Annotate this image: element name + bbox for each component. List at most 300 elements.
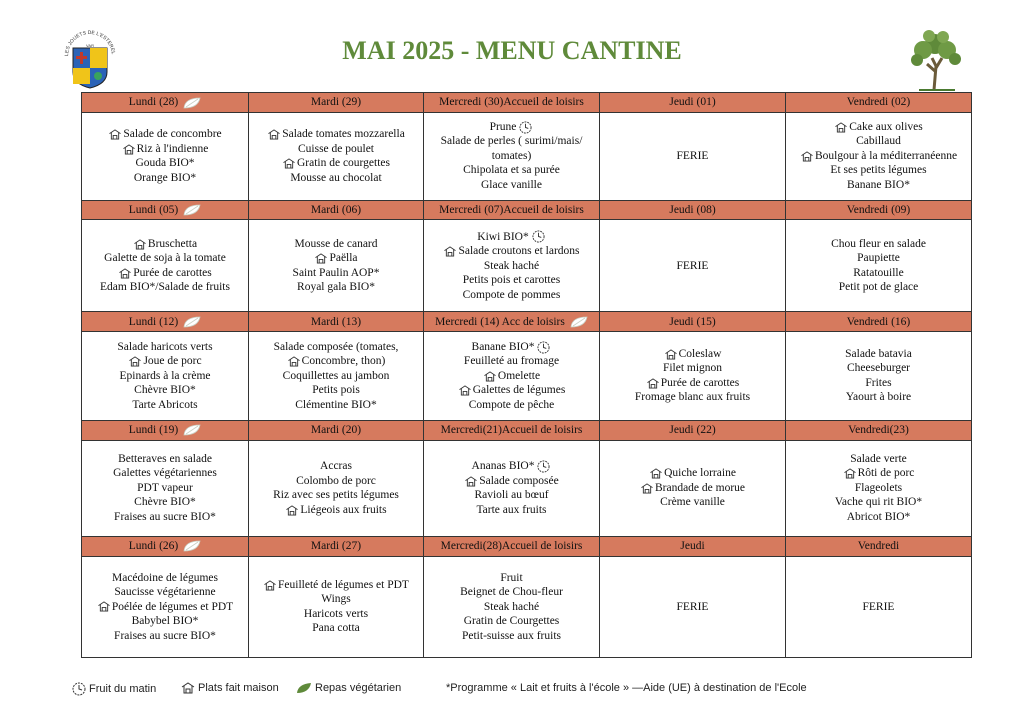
menu-item [249, 156, 423, 171]
menu-item-text: Salade verte [850, 452, 907, 465]
menu-item [786, 134, 971, 149]
day-header-label: Vendredi(23) [848, 424, 909, 437]
menu-item-text: Salade composée (tomates, [273, 340, 399, 353]
menu-item-text: Riz à l'indienne [136, 142, 209, 155]
menu-item [424, 369, 599, 384]
day-header-label: Mardi (06) [310, 203, 362, 216]
menu-item [786, 251, 971, 266]
day-menu-cell [600, 112, 786, 200]
menu-item-text: Clémentine BIO* [295, 398, 377, 411]
menu-item [249, 488, 423, 503]
menu-item-text: Prune [489, 120, 517, 133]
menu-item-text: Flageolets [854, 481, 903, 494]
menu-item-text: Chipolata et sa purée [463, 164, 560, 177]
day-menu-cell [82, 332, 249, 421]
menu-item-text: FERIE [676, 149, 709, 162]
menu-item-text: Bruschetta [147, 237, 198, 250]
menu-item [249, 142, 423, 157]
menu-item [786, 149, 971, 164]
menu-item [786, 178, 971, 193]
menu-item [600, 495, 785, 510]
menu-item [82, 466, 248, 481]
menu-item [424, 459, 599, 474]
menu-item-text: Ananas BIO* [471, 460, 535, 473]
menu-item-text: Gouda BIO* [135, 157, 195, 170]
menu-item-text: Steak haché [483, 259, 540, 272]
menu-item [786, 600, 971, 615]
clock-icon [72, 682, 86, 696]
day-header [600, 200, 786, 220]
chef-hat-icon [483, 371, 497, 382]
week-menu-row [82, 440, 972, 536]
menu-item-text: Steak haché [483, 600, 540, 613]
day-header-label: Lundi (26) [128, 540, 179, 552]
day-header-label: Mercredi(28)Accueil de loisirs [440, 540, 583, 553]
chef-hat-icon [285, 505, 299, 516]
leaf-icon [183, 540, 201, 552]
menu-item-text: Mousse au chocolat [290, 171, 382, 184]
day-header [600, 93, 786, 113]
menu-item [600, 376, 785, 391]
day-header [82, 200, 249, 220]
chef-hat-icon [800, 151, 814, 162]
menu-item [424, 585, 599, 600]
day-menu-cell [424, 556, 600, 657]
day-menu-cell [82, 440, 249, 536]
menu-item-text: Saint Paulin AOP* [292, 266, 380, 279]
menu-item-text: Purée de carottes [133, 266, 212, 279]
legend-fruit [72, 682, 156, 696]
menu-item [424, 340, 599, 355]
day-header-label: Lundi (05) [128, 203, 179, 216]
day-header [424, 312, 600, 332]
day-menu-cell [82, 556, 249, 657]
menu-item-text: Salade de perles ( surimi/mais/ [440, 135, 583, 148]
menu-item-text: Gratin de courgettes [296, 157, 391, 170]
day-header [82, 536, 249, 556]
menu-item-text: Omelette [497, 369, 541, 382]
day-header-label: Jeudi (01) [669, 96, 716, 109]
day-header-label: Mardi (27) [310, 540, 362, 553]
menu-item [424, 383, 599, 398]
day-header [786, 312, 972, 332]
menu-item-text: Galettes de légumes [472, 384, 566, 397]
menu-item [424, 244, 599, 259]
chef-hat-icon [282, 158, 296, 169]
menu-item-text: Quiche lorraine [664, 467, 736, 480]
menu-item [786, 390, 971, 405]
menu-item-text: Colombo de porc [296, 474, 376, 487]
day-header-label: Lundi (28) [128, 96, 179, 109]
clock-icon [537, 460, 550, 473]
legend-homemade-label: Plats fait maison [198, 682, 279, 694]
menu-item [786, 481, 971, 496]
menu-item [786, 347, 971, 362]
menu-item [82, 266, 248, 281]
menu-item-text: FERIE [676, 600, 709, 613]
menu-item [424, 600, 599, 615]
menu-item-text: Haricots verts [303, 607, 369, 620]
menu-item-text: Coleslaw [678, 347, 722, 360]
menu-item [249, 398, 423, 413]
menu-item [424, 629, 599, 644]
week-header-row [82, 200, 972, 220]
menu-item-text: Brandade de morue [654, 481, 746, 494]
menu-item [82, 383, 248, 398]
menu-item-text: Compote de pommes [462, 288, 561, 301]
clock-icon [532, 230, 545, 243]
menu-item-text: Feuilleté de légumes et PDT [278, 578, 409, 591]
day-menu-cell [424, 112, 600, 200]
menu-item-text: Liégeois aux fruits [300, 503, 387, 516]
menu-item-text: Coquillettes au jambon [282, 369, 390, 382]
menu-item [424, 614, 599, 629]
menu-item-text: Paupiette [857, 252, 900, 265]
menu-item [249, 340, 423, 355]
leaf-icon [183, 204, 201, 216]
menu-item [82, 354, 248, 369]
menu-item-text: Cuisse de poulet [297, 142, 375, 155]
menu-item [249, 592, 423, 607]
menu-item [82, 127, 248, 142]
day-menu-cell [249, 440, 424, 536]
menu-item-text: Babybel BIO* [131, 615, 199, 628]
menu-item-text: Salade croutons et lardons [458, 245, 580, 258]
chef-hat-icon [664, 349, 678, 360]
day-header [786, 93, 972, 113]
menu-item [424, 134, 599, 149]
chef-hat-icon [443, 246, 457, 257]
menu-item [82, 585, 248, 600]
legend-fruit-label: Fruit du matin [89, 682, 157, 695]
day-menu-cell [249, 220, 424, 312]
day-menu-cell [786, 332, 972, 421]
day-header-label: Jeudi [680, 540, 705, 553]
day-header-label: Vendredi (16) [846, 315, 911, 328]
menu-item-text: Petit-suisse aux fruits [461, 629, 562, 642]
menu-item-text: Chèvre BIO* [134, 496, 196, 509]
menu-item-text: Crème vanille [660, 496, 725, 509]
chef-hat-icon [843, 468, 857, 479]
day-header-label: Vendredi (02) [846, 96, 911, 109]
menu-item-text: Kiwi BIO* [477, 230, 529, 243]
menu-item-text: Ratatouille [853, 266, 904, 279]
leaf-icon [183, 97, 201, 109]
day-header [424, 93, 600, 113]
day-header-label: Mardi (13) [310, 315, 362, 328]
day-menu-cell [600, 332, 786, 421]
menu-item [249, 237, 423, 252]
menu-item [786, 495, 971, 510]
day-header-label: Mercredi (07)Accueil de loisirs [439, 203, 584, 216]
leaf-icon [296, 682, 312, 694]
day-header [82, 312, 249, 332]
chef-hat-icon [287, 356, 301, 367]
day-menu-cell [424, 220, 600, 312]
menu-item-text: Galettes végétariennes [113, 467, 217, 480]
menu-item [249, 607, 423, 622]
day-header-label: Mardi (20) [310, 424, 362, 437]
menu-item [82, 600, 248, 615]
day-header [600, 420, 786, 440]
menu-item-text: Vache qui rit BIO* [834, 496, 923, 509]
school-logo [60, 30, 120, 90]
menu-item [424, 149, 599, 164]
menu-item-text: Concombre, thon) [301, 355, 386, 368]
menu-item-text: Et ses petits légumes [830, 164, 927, 177]
menu-item-text: Chou fleur en salade [831, 237, 926, 250]
legend-veg-label: Repas végétarien [315, 682, 402, 694]
day-header [249, 536, 424, 556]
week-header-row [82, 312, 972, 332]
menu-item [600, 259, 785, 274]
menu-item [600, 390, 785, 405]
menu-item-text: Salade de concombre [123, 128, 222, 141]
menu-item [82, 340, 248, 355]
menu-item-text: Ravioli au bœuf [474, 489, 549, 502]
menu-item-text: Betteraves en salade [118, 452, 212, 465]
menu-item-text: Fraises au sucre BIO* [114, 510, 216, 523]
menu-item [424, 163, 599, 178]
day-menu-cell [424, 332, 600, 421]
day-header [82, 93, 249, 113]
chef-hat-icon [118, 268, 132, 279]
logo-subtext: VAR [86, 43, 94, 48]
chef-hat-icon [263, 580, 277, 591]
menu-item [249, 171, 423, 186]
day-header [249, 93, 424, 113]
menu-item [600, 149, 785, 164]
week-header-row [82, 93, 972, 113]
menu-item-text: Pana cotta [312, 622, 360, 635]
menu-item-text: Wings [321, 593, 351, 606]
menu-item-text: Petits pois [312, 384, 360, 397]
menu-item [249, 459, 423, 474]
menu-item [424, 273, 599, 288]
legend-veg [296, 682, 401, 694]
menu-item [249, 503, 423, 518]
menu-item-text: Glace vanille [481, 178, 542, 191]
menu-item [249, 266, 423, 281]
chef-hat-icon [464, 476, 478, 487]
chef-hat-icon [458, 385, 472, 396]
menu-item-text: Poélée de légumes et PDT [111, 600, 234, 613]
menu-item [424, 571, 599, 586]
week-menu-row [82, 220, 972, 312]
page-title: MAI 2025 - MENU CANTINE [342, 36, 682, 65]
menu-item [249, 578, 423, 593]
chef-hat-icon [649, 468, 663, 479]
menu-item-text: Mousse de canard [294, 237, 378, 250]
day-header-label: Vendredi (09) [846, 203, 911, 216]
day-header-label: Jeudi (15) [669, 315, 716, 328]
week-menu-row [82, 332, 972, 421]
menu-item [424, 230, 599, 245]
day-menu-cell [786, 220, 972, 312]
chef-hat-icon [646, 378, 660, 389]
menu-item [82, 251, 248, 266]
menu-item-text: FERIE [676, 259, 709, 272]
menu-item [424, 354, 599, 369]
menu-item [82, 156, 248, 171]
menu-item [786, 452, 971, 467]
menu-item-text: Tarte Abricots [132, 398, 198, 411]
menu-item [82, 398, 248, 413]
legend-note: *Programme « Lait et fruits à l'école » —Aide (UE) à destination de l'Ecole [446, 682, 807, 694]
day-header-label: Lundi (12) [128, 315, 179, 328]
menu-item-text: Saucisse végétarienne [114, 586, 216, 599]
menu-item [82, 142, 248, 157]
menu-item [424, 503, 599, 518]
day-header-label: Mardi (29) [310, 96, 362, 109]
menu-item [786, 237, 971, 252]
menu-item-text: Salade haricots verts [117, 340, 213, 353]
menu-item-text: Gratin de Courgettes [463, 615, 560, 628]
tree-logo [905, 28, 967, 92]
menu-item [249, 354, 423, 369]
menu-item-text: Tarte aux fruits [476, 503, 547, 516]
day-menu-cell [249, 556, 424, 657]
menu-item-text: Petits pois et carottes [462, 274, 561, 287]
menu-item [786, 266, 971, 281]
menu-item-text: Feuilleté au fromage [463, 355, 560, 368]
chef-hat-icon [128, 356, 142, 367]
menu-item [82, 614, 248, 629]
leaf-icon [570, 316, 588, 328]
menu-item-text: Compote de pêche [468, 398, 555, 411]
day-header [249, 420, 424, 440]
day-header [786, 536, 972, 556]
chef-hat-icon [314, 253, 328, 264]
menu-item-text: Petit pot de glace [838, 281, 919, 294]
chef-hat-icon [108, 129, 122, 140]
week-menu-row [82, 112, 972, 200]
menu-item [424, 488, 599, 503]
menu-item-text: Filet mignon [662, 362, 723, 375]
week-header-row [82, 420, 972, 440]
chef-hat-icon [97, 601, 111, 612]
menu-item-text: Boulgour à la méditerranéenne [814, 149, 958, 162]
menu-item-text: Fraises au sucre BIO* [114, 629, 216, 642]
day-menu-cell [82, 220, 249, 312]
clock-icon [537, 341, 550, 354]
menu-item-text: Salade batavia [845, 347, 912, 360]
clock-icon [519, 121, 532, 134]
menu-item [786, 361, 971, 376]
menu-item [82, 369, 248, 384]
menu-item-text: Edam BIO*/Salade de fruits [100, 281, 230, 294]
menu-item-text: Purée de carottes [660, 376, 740, 389]
day-menu-cell [424, 440, 600, 536]
menu-item [424, 120, 599, 135]
menu-item [249, 251, 423, 266]
menu-item-text: PDT vapeur [137, 481, 193, 494]
menu-item [249, 127, 423, 142]
menu-item [82, 571, 248, 586]
menu-item [249, 383, 423, 398]
menu-item-text: Banane BIO* [471, 340, 535, 353]
menu-item [82, 629, 248, 644]
menu-item [249, 280, 423, 295]
day-header [600, 312, 786, 332]
leaf-icon [183, 424, 201, 436]
menu-item [424, 288, 599, 303]
day-menu-cell [249, 332, 424, 421]
menu-item-text: Royal gala BIO* [297, 281, 375, 294]
day-header-label: Jeudi (22) [669, 424, 716, 437]
menu-item [600, 600, 785, 615]
menu-item [249, 369, 423, 384]
menu-item-text: Yaourt à boire [845, 391, 912, 404]
menu-item-text: Salade tomates mozzarella [282, 128, 405, 141]
menu-item-text: Joue de porc [143, 355, 202, 368]
menu-item [82, 495, 248, 510]
menu-item-text: FERIE [862, 600, 895, 613]
week-header-row [82, 536, 972, 556]
menu-item-text: Riz avec ses petits légumes [273, 489, 399, 502]
menu-item [786, 120, 971, 135]
day-menu-cell [600, 556, 786, 657]
menu-item [249, 621, 423, 636]
menu-item [424, 398, 599, 413]
menu-item-text: Cheeseburger [846, 362, 910, 375]
day-menu-cell [786, 556, 972, 657]
menu-item [82, 237, 248, 252]
menu-item-text: tomates) [491, 149, 532, 162]
menu-item [424, 474, 599, 489]
menu-item-text: Cabillaud [856, 135, 901, 148]
day-menu-cell [786, 440, 972, 536]
menu-item [786, 466, 971, 481]
day-header [600, 536, 786, 556]
menu-item [82, 280, 248, 295]
menu-item-text: Galette de soja à la tomate [104, 252, 226, 265]
menu-item-text: Accras [320, 460, 352, 473]
menu-item-text: Fruit [500, 571, 523, 584]
chef-hat-icon [133, 239, 147, 250]
day-header-label: Mercredi (14) Acc de loisirs [435, 315, 565, 328]
menu-item-text: Frites [865, 376, 892, 389]
chef-hat-icon [181, 682, 195, 694]
chef-hat-icon [267, 129, 281, 140]
day-header [424, 536, 600, 556]
menu-item [249, 474, 423, 489]
chef-hat-icon [834, 122, 848, 133]
menu-item [424, 259, 599, 274]
day-header [82, 420, 249, 440]
menu-item [600, 361, 785, 376]
menu-item-text: Chèvre BIO* [134, 384, 196, 397]
day-header-label: Vendredi [857, 540, 900, 553]
menu-item [600, 347, 785, 362]
menu-item-text: Fromage blanc aux fruits [634, 391, 751, 404]
day-header-label: Mercredi(21)Accueil de loisirs [440, 424, 583, 437]
menu-item-text: Beignet de Chou-fleur [460, 586, 563, 599]
day-header [249, 200, 424, 220]
day-header-label: Mercredi (30)Accueil de loisirs [439, 96, 584, 109]
chef-hat-icon [640, 483, 654, 494]
day-header [249, 312, 424, 332]
menu-item [600, 466, 785, 481]
menu-item [786, 163, 971, 178]
chef-hat-icon [122, 144, 136, 155]
menu-item [82, 171, 248, 186]
menu-item-text: Paëlla [329, 252, 358, 265]
menu-item-text: Cake aux olives [849, 120, 923, 133]
menu-item [786, 376, 971, 391]
day-menu-cell [786, 112, 972, 200]
day-header [424, 420, 600, 440]
